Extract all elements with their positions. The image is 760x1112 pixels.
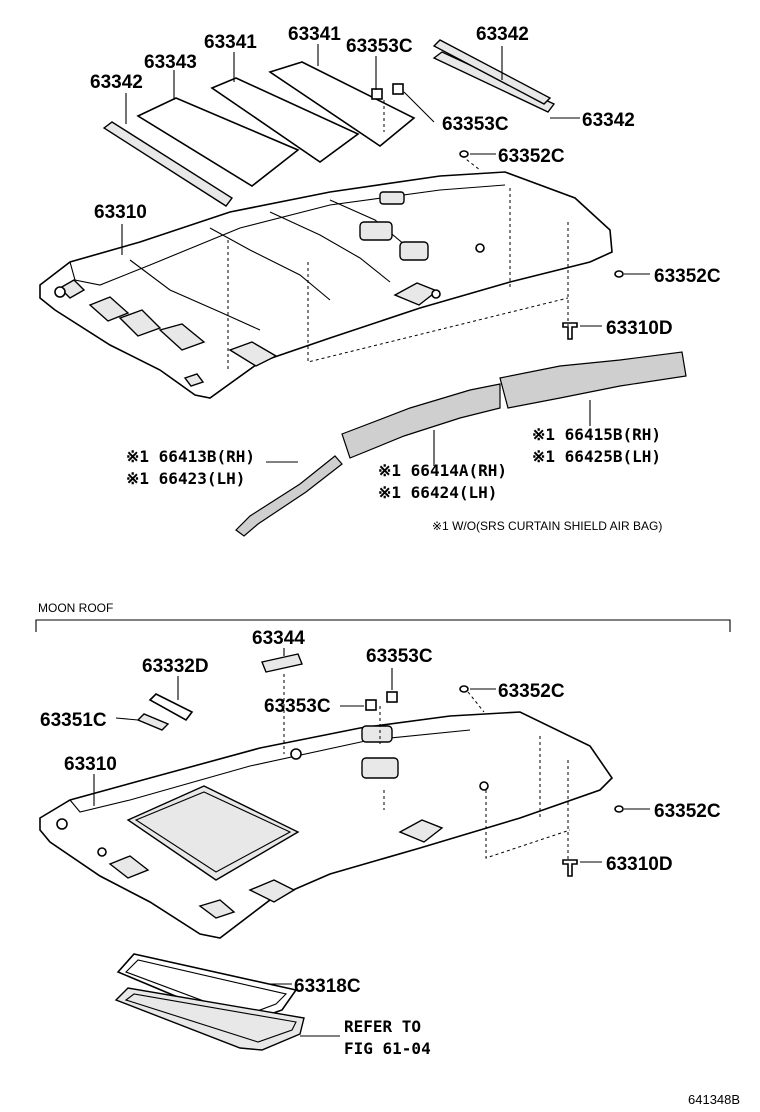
label-66423: ※1 66423(LH) bbox=[126, 469, 246, 488]
label-63344: 63344 bbox=[252, 628, 305, 649]
moon-roof-section bbox=[36, 601, 730, 1058]
label-63310-m: 63310 bbox=[64, 754, 117, 775]
strip-66414a bbox=[342, 384, 500, 458]
label-refer-line2: FIG 61-04 bbox=[344, 1039, 431, 1058]
label-63310: 63310 bbox=[94, 202, 147, 223]
top-section bbox=[40, 24, 721, 536]
clip-63310d-m bbox=[563, 860, 577, 876]
label-63341-a: 63341 bbox=[204, 32, 257, 53]
pad-63342-right-2 bbox=[434, 40, 550, 104]
label-63351c: 63351C bbox=[40, 710, 107, 731]
clip-63353c-m-a bbox=[387, 692, 397, 702]
pad-63344 bbox=[262, 654, 302, 672]
section-title-moon-roof: MOON ROOF bbox=[38, 601, 114, 615]
label-63341-b: 63341 bbox=[288, 24, 341, 45]
label-63352c-b: 63352C bbox=[654, 266, 721, 287]
label-63352c-a: 63352C bbox=[498, 146, 565, 167]
clip-63352c-a bbox=[460, 151, 468, 157]
clip-63353c-b bbox=[393, 84, 403, 94]
pad-63332d bbox=[150, 694, 192, 720]
label-63342-left: 63342 bbox=[90, 72, 143, 93]
clip-63353c-m-b bbox=[366, 700, 376, 710]
label-63353c-b: 63353C bbox=[442, 114, 509, 135]
strip-66415b bbox=[500, 352, 686, 408]
label-63343: 63343 bbox=[144, 52, 197, 73]
diagram-code: 641348B bbox=[688, 1092, 741, 1107]
label-63332d: 63332D bbox=[142, 656, 209, 677]
footnote: ※1 W/O(SRS CURTAIN SHIELD AIR BAG) bbox=[432, 519, 663, 533]
label-63353c-a: 63353C bbox=[346, 36, 413, 57]
label-63353c-m-a: 63353C bbox=[366, 646, 433, 667]
label-66424: ※1 66424(LH) bbox=[378, 483, 498, 502]
label-refer-line1: REFER TO bbox=[344, 1017, 422, 1036]
headliner-63310-moonroof bbox=[40, 712, 612, 938]
label-63310d-m: 63310D bbox=[606, 854, 673, 875]
pad-63351c bbox=[138, 714, 168, 730]
label-63352c-m-a: 63352C bbox=[498, 681, 565, 702]
pad-63342-right bbox=[434, 52, 554, 112]
strip-66413b bbox=[236, 456, 342, 536]
label-63353c-m-b: 63353C bbox=[264, 696, 331, 717]
label-63342-right-top: 63342 bbox=[476, 24, 529, 45]
clip-63353c-a bbox=[372, 89, 382, 99]
label-66415b: ※1 66415B(RH) bbox=[532, 425, 661, 444]
label-66414a: ※1 66414A(RH) bbox=[378, 461, 507, 480]
label-63310d: 63310D bbox=[606, 318, 673, 339]
label-66425b: ※1 66425B(LH) bbox=[532, 447, 661, 466]
clip-63310d bbox=[563, 323, 577, 339]
clip-63352c-m-b bbox=[615, 806, 623, 812]
label-63342-right-bottom: 63342 bbox=[582, 110, 635, 131]
label-66413b: ※1 66413B(RH) bbox=[126, 447, 255, 466]
label-63352c-m-b: 63352C bbox=[654, 801, 721, 822]
label-63318c: 63318C bbox=[294, 976, 361, 997]
clip-63352c-b bbox=[615, 271, 623, 277]
clip-63352c-m-a bbox=[460, 686, 468, 692]
